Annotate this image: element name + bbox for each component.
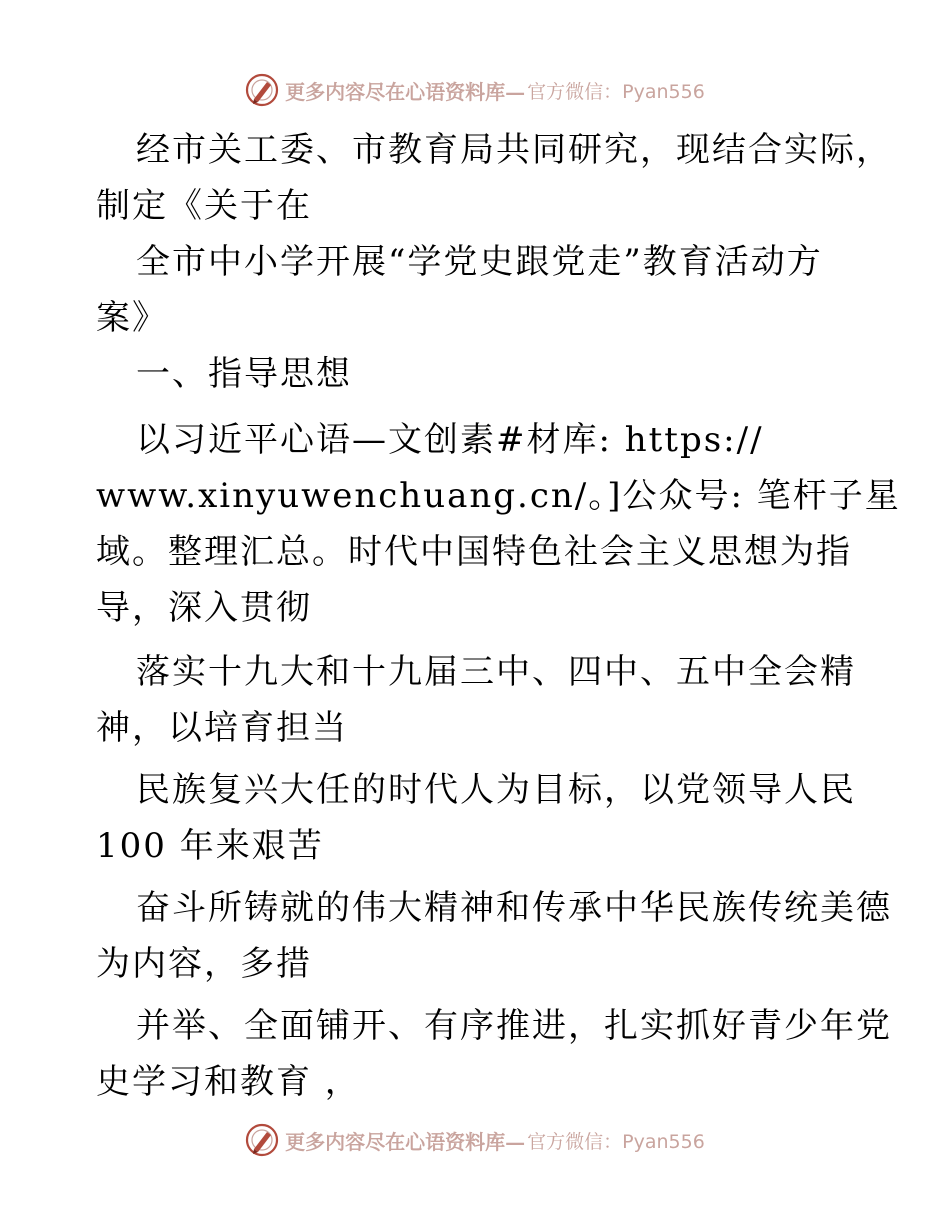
text-line: 制定《关于在 xyxy=(96,186,312,226)
pen-logo-icon xyxy=(245,1123,279,1157)
header-watermark-banner xyxy=(0,70,950,110)
text-line: 落实十九大和十九届三中、四中、五中全会精 xyxy=(136,652,856,692)
text-line: 案》 xyxy=(96,298,168,338)
text-line: 奋斗所铸就的伟大精神和传承中华民族传统美德 xyxy=(136,888,892,928)
footer-watermark-banner xyxy=(0,1120,950,1160)
text-line: www.xinyuwenchuang.cn/。]公众号: 笔杆子星 xyxy=(96,476,901,516)
text-line: 神，以培育担当 xyxy=(96,708,348,748)
text-line: 100 年来艰苦 xyxy=(96,826,324,866)
text-line: 域。整理汇总。时代中国特色社会主义思想为指 xyxy=(96,532,852,572)
text-line: 导，深入贯彻 xyxy=(96,588,312,628)
text-line: 民族复兴大任的时代人为目标，以党领导人民 xyxy=(136,770,856,810)
pen-logo-icon xyxy=(245,73,279,107)
text-line: 史学习和教育 ， xyxy=(96,1062,361,1102)
text-line: 经市关工委、市教育局共同研究，现结合实际， xyxy=(136,130,892,170)
banner-contact: 官方微信：Pyan556 xyxy=(527,1130,705,1153)
banner-contact: 官方微信：Pyan556 xyxy=(527,80,705,103)
section-heading: 一、指导思想 xyxy=(136,354,352,394)
banner-title: 更多内容尽在心语资料库— xyxy=(285,79,526,104)
text-line: 并举、全面铺开、有序推进，扎实抓好青少年党 xyxy=(136,1006,892,1046)
banner-title: 更多内容尽在心语资料库— xyxy=(285,1129,526,1154)
text-line: 以习近平心语—文创素#材库: https:// xyxy=(136,420,764,460)
text-line: 全市中小学开展“学党史跟党走”教育活动方 xyxy=(136,242,823,282)
text-line: 为内容，多措 xyxy=(96,944,312,984)
